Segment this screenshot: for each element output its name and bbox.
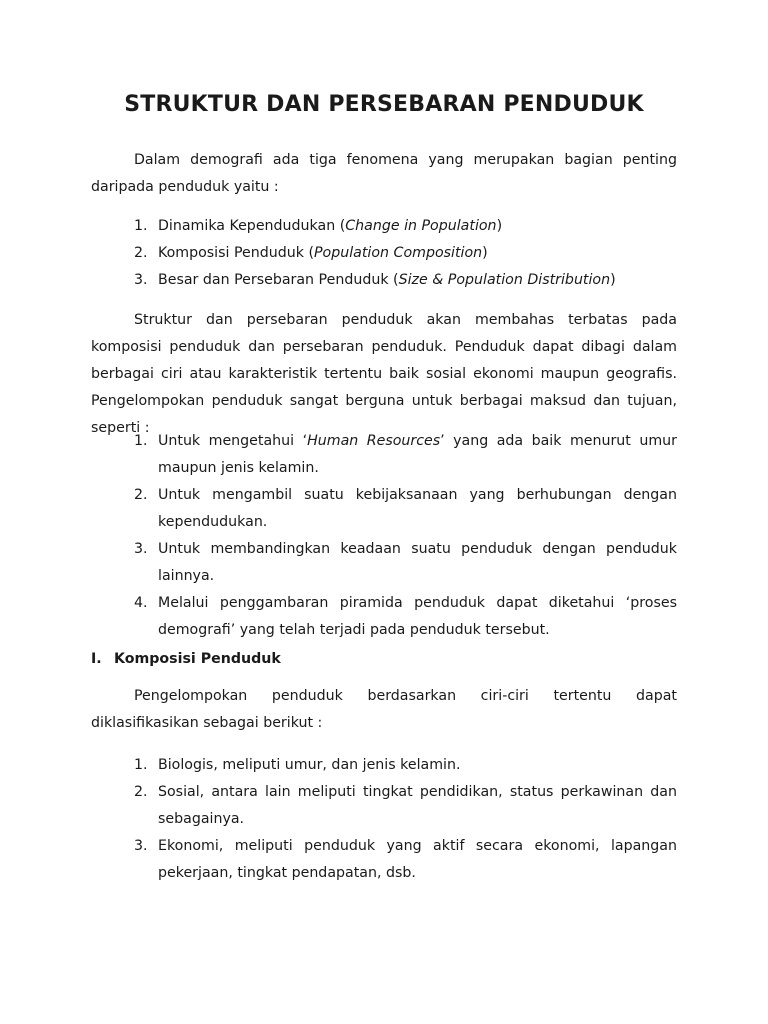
list-number: 2. — [134, 245, 148, 261]
list-text: Ekonomi, meliputi penduduk yang aktif secara ekonomi, lapangan pekerjaan, tingkat pendapatan, dsb. — [158, 838, 677, 881]
list-number: 2. — [134, 784, 148, 800]
list-text-end: ) — [496, 218, 503, 234]
list-text-end: ) — [610, 272, 616, 288]
list-italic: Size & Population Distribution — [398, 272, 611, 288]
list-italic: Population Composition — [314, 245, 483, 261]
list-italic: Change in Population — [345, 218, 497, 234]
paragraph-structure: Struktur dan persebaran penduduk akan membahas terbatas pada komposisi penduduk dan persebaran penduduk. Penduduk dapat dibagi dalam berbagai ciri atau karakteristik tertentu baik sosial ekonomi maupun geografis. Pengelompokan penduduk sangat berguna untuk berbagai maksud dan tujuan, seperti : — [91, 312, 677, 436]
list-number: 1. — [134, 433, 148, 449]
list-text: Biologis, meliputi umur, dan jenis kelamin. — [158, 757, 461, 773]
list-text-end: ) — [482, 245, 488, 261]
list-item — [91, 536, 677, 590]
list-text: Melalui penggambaran piramida penduduk dapat diketahui ‘proses demografi’ yang telah terjadi pada penduduk tersebut. — [158, 595, 677, 638]
list-italic: Human Resources — [307, 433, 441, 449]
list-item — [91, 213, 677, 240]
list-item — [91, 240, 677, 267]
section-heading — [91, 646, 281, 673]
list-item — [91, 590, 677, 644]
list-number: 3. — [134, 838, 148, 854]
page-title: STRUKTUR DAN PERSEBARAN PENDUDUK — [124, 92, 644, 117]
list-number: 3. — [134, 272, 148, 288]
list-number: 3. — [134, 541, 148, 557]
list-item — [91, 428, 677, 482]
intro-paragraph: Dalam demografi ada tiga fenomena yang merupakan bagian penting daripada penduduk yaitu : — [91, 152, 677, 195]
list-item — [91, 482, 677, 536]
list-text-end: ’ yang ada baik menurut umur maupun jenis kelamin. — [158, 433, 677, 476]
purposes-list — [91, 428, 677, 644]
list-item — [91, 267, 677, 294]
list-text: Untuk mengetahui ‘ — [158, 433, 308, 449]
classification-list — [91, 752, 677, 887]
list-text: Untuk mengambil suatu kebijaksanaan yang berhubungan dengan kependudukan. — [158, 487, 677, 530]
list-text: Dinamika Kependudukan ( — [158, 218, 346, 234]
list-item — [91, 752, 677, 779]
list-item — [91, 833, 677, 887]
paragraph-classification: Pengelompokan penduduk berdasarkan ciri-ciri tertentu dapat diklasifikasikan sebagai berikut : — [91, 688, 677, 731]
section-title: Komposisi Penduduk — [114, 651, 281, 667]
list-item — [91, 779, 677, 833]
list-text: Untuk membandingkan keadaan suatu penduduk dengan penduduk lainnya. — [158, 541, 677, 584]
section-number: I. — [91, 651, 102, 667]
list-number: 1. — [134, 218, 148, 234]
list-text: Sosial, antara lain meliputi tingkat pendidikan, status perkawinan dan sebagainya. — [158, 784, 677, 827]
phenomena-list — [91, 213, 677, 294]
list-number: 1. — [134, 757, 148, 773]
list-number: 2. — [134, 487, 148, 503]
list-text: Komposisi Penduduk ( — [158, 245, 314, 261]
list-text: Besar dan Persebaran Penduduk ( — [158, 272, 399, 288]
list-number: 4. — [134, 595, 148, 611]
